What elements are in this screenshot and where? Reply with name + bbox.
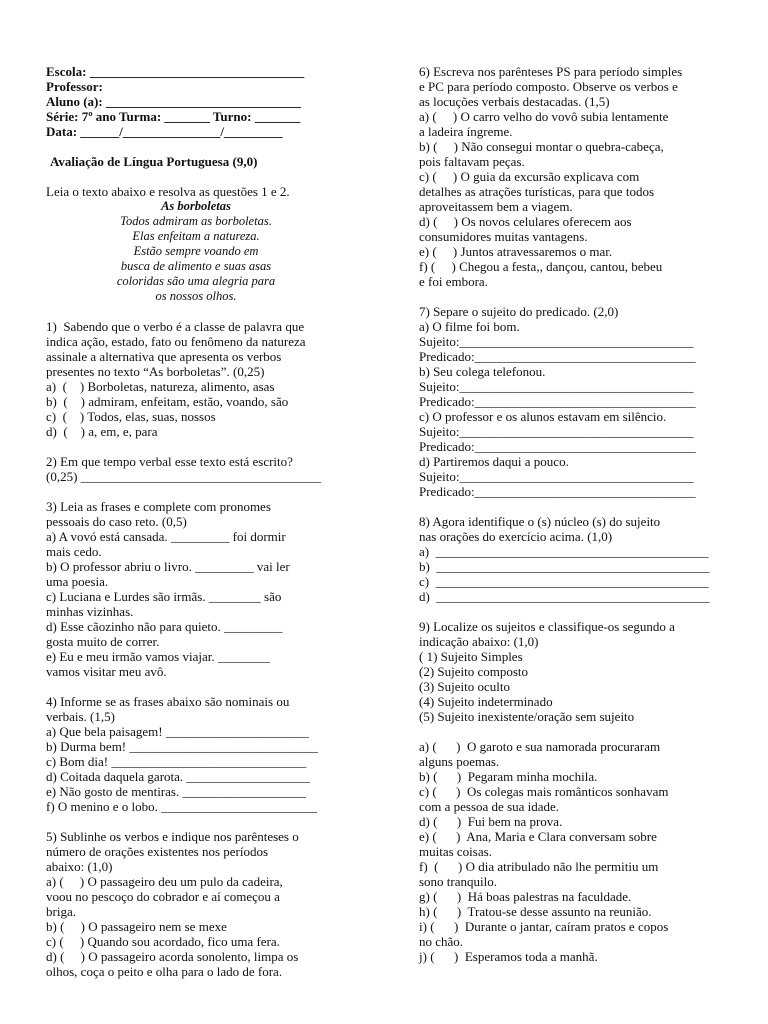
question-9-text: indicação abaixo: (1,0) [419, 634, 539, 649]
question-9-item: sono tranquilo. [419, 874, 497, 889]
question-1-option[interactable]: a) ( ) Borboletas, natureza, alimento, asas [46, 379, 275, 394]
subject-answer-line[interactable]: Sujeito:____________________________________ [419, 424, 694, 439]
question-9-item: alguns poemas. [419, 754, 500, 769]
question-8-text: nas orações do exercício acima. (1,0) [419, 529, 613, 544]
page-title: Avaliação de Língua Portuguesa (9,0) [50, 154, 258, 169]
question-9-text: 9) Localize os sujeitos e classifique-os segundo a [419, 619, 675, 634]
question-6-item[interactable]: b) ( ) Não consegui montar o quebra-cabeça, [419, 139, 664, 154]
question-6-item: a ladeira íngreme. [419, 124, 513, 139]
question-4-item[interactable]: f) O menino e o lobo. ________________________ [46, 799, 318, 814]
question-9-legend-item: (3) Sujeito oculto [419, 679, 510, 694]
question-9-item[interactable]: d) ( ) Fui bem na prova. [419, 814, 563, 829]
intro-text: Leia o texto abaixo e resolva as questões 1 e 2. [46, 184, 290, 199]
question-1-option[interactable]: b) ( ) admiram, enfeitam, estão, voando, são [46, 394, 289, 409]
question-5-item[interactable]: b) ( ) O passageiro nem se mexe [46, 919, 227, 934]
question-3-item[interactable]: a) A vovó está cansada. _________ foi dormir [46, 529, 286, 544]
question-3-text: 3) Leia as frases e complete com pronomes [46, 499, 271, 514]
poem-line: Todos admiram as borboletas. [120, 214, 272, 228]
question-8-text: 8) Agora identifique o (s) núcleo (s) do sujeito [419, 514, 661, 529]
question-9-legend-item: (2) Sujeito composto [419, 664, 529, 679]
question-7-item: c) O professor e os alunos estavam em silêncio. [419, 409, 667, 424]
teacher-field: Professor: [46, 79, 103, 94]
poem-line: busca de alimento e suas asas [120, 259, 272, 273]
question-1-text: indica ação, estado, fato ou fenômeno da natureza [46, 334, 306, 349]
right-column [419, 64, 719, 964]
question-7-item: d) Partiremos daqui a pouco. [419, 454, 569, 469]
question-4-text: 4) Informe se as frases abaixo são nominais ou [46, 694, 290, 709]
question-6-item[interactable]: c) ( ) O guia da excursão explicava com [419, 169, 640, 184]
question-9-legend-item: (5) Sujeito inexistente/oração sem sujeito [419, 709, 635, 724]
question-5-item[interactable]: c) ( ) Quando sou acordado, fico uma fera. [46, 934, 280, 949]
question-4-item[interactable]: d) Coitada daquela garota. ___________________ [46, 769, 310, 784]
subject-answer-line[interactable]: Sujeito:____________________________________ [419, 334, 694, 349]
question-5-item: briga. [46, 904, 76, 919]
question-5-text: 5) Sublinhe os verbos e indique nos parênteses o [46, 829, 299, 844]
question-3-item: minhas vizinhas. [46, 604, 134, 619]
predicate-answer-line[interactable]: Predicado:__________________________________ [419, 484, 696, 499]
question-5-item: voou no pescoço do cobrador e aí começou a [46, 889, 280, 904]
poem-line: coloridas são uma alegria para [116, 274, 276, 288]
question-8-answer-line[interactable]: b) __________________________________________ [419, 559, 710, 574]
question-9-legend-item: (4) Sujeito indeterminado [419, 694, 553, 709]
poem-line: Elas enfeitam a natureza. [132, 229, 260, 243]
question-6-item: detalhes as atrações turísticas, para que todos [419, 184, 654, 199]
predicate-answer-line[interactable]: Predicado:__________________________________ [419, 349, 696, 364]
question-3-item[interactable]: b) O professor abriu o livro. _________ vai ler [46, 559, 290, 574]
question-9-item: muitas coisas. [419, 844, 492, 859]
question-7-title: 7) Separe o sujeito do predicado. (2,0) [419, 304, 619, 319]
question-5-text: número de orações existentes nos períodos [46, 844, 269, 859]
question-9-item: com a pessoa de sua idade. [419, 799, 560, 814]
question-4-item[interactable]: b) Durma bem! _____________________________ [46, 739, 318, 754]
question-2-answer-line[interactable]: (0,25) _____________________________________ [46, 469, 322, 484]
question-9-item[interactable]: f) ( ) O dia atribulado não lhe permitiu um [419, 859, 659, 874]
school-field: Escola: _________________________________ [46, 64, 305, 79]
question-7-item: a) O filme foi bom. [419, 319, 520, 334]
question-6-text: as locuções verbais destacadas. (1,5) [419, 94, 610, 109]
question-6-text: 6) Escreva nos parênteses PS para período simples [419, 64, 683, 79]
question-5-item[interactable]: d) ( ) O passageiro acorda sonolento, limpa os [46, 949, 299, 964]
subject-answer-line[interactable]: Sujeito:____________________________________ [419, 469, 694, 484]
question-6-item[interactable]: f) ( ) Chegou a festa,, dançou, cantou, bebeu [419, 259, 663, 274]
subject-answer-line[interactable]: Sujeito:____________________________________ [419, 379, 694, 394]
question-8-answer-line[interactable]: a) __________________________________________ [419, 544, 709, 559]
question-9-item[interactable]: c) ( ) Os colegas mais românticos sonhavam [419, 784, 669, 799]
question-9-item[interactable]: g) ( ) Há boas palestras na faculdade. [419, 889, 632, 904]
question-9-item[interactable]: a) ( ) O garoto e sua namorada procuraram [419, 739, 661, 754]
student-field: Aluno (a): ______________________________ [46, 94, 301, 109]
question-5-text: abaixo: (1,0) [46, 859, 113, 874]
date-field: Data: ______/_______________/_________ [46, 124, 283, 139]
question-4-text: verbais. (1,5) [46, 709, 115, 724]
question-6-item: consumidores muitas vantagens. [419, 229, 588, 244]
question-8-answer-line[interactable]: d) __________________________________________ [419, 589, 710, 604]
question-3-item[interactable]: c) Luciana e Lurdes são irmãs. ________ são [46, 589, 282, 604]
question-9-item[interactable]: e) ( ) Ana, Maria e Clara conversam sobre [419, 829, 657, 844]
question-9-item[interactable]: b) ( ) Pegaram minha mochila. [419, 769, 598, 784]
question-3-item: uma poesia. [46, 574, 109, 589]
question-6-item: e foi embora. [419, 274, 488, 289]
question-5-item: olhos, coça o peito e olha para o lado de fora. [46, 964, 283, 979]
question-6-item[interactable]: e) ( ) Juntos atravessaremos o mar. [419, 244, 613, 259]
predicate-answer-line[interactable]: Predicado:__________________________________ [419, 439, 696, 454]
question-3-item: vamos visitar meu avô. [46, 664, 167, 679]
question-6-item: aproveitassem bem a viagem. [419, 199, 573, 214]
question-3-text: pessoais do caso reto. (0,5) [46, 514, 187, 529]
question-1-text: presentes no texto “As borboletas”. (0,25) [46, 364, 265, 379]
question-4-item[interactable]: a) Que bela paisagem! ______________________ [46, 724, 309, 739]
question-4-item[interactable]: c) Bom dia! ______________________________ [46, 754, 307, 769]
poem-title: As borboletas [161, 199, 231, 213]
question-9-item[interactable]: j) ( ) Esperamos toda a manhã. [419, 949, 598, 964]
poem-line: Estão sempre voando em [133, 244, 259, 258]
question-6-text: e PC para período composto. Observe os verbos e [419, 79, 678, 94]
question-3-item: gosta muito de correr. [46, 634, 160, 649]
question-1-text: 1) Sabendo que o verbo é a classe de palavra que [46, 319, 305, 334]
predicate-answer-line[interactable]: Predicado:__________________________________ [419, 394, 696, 409]
question-6-item[interactable]: d) ( ) Os novos celulares oferecem aos [419, 214, 632, 229]
grade-field: Série: 7º ano Turma: _______ Turno: _______ [46, 109, 301, 124]
question-1-option[interactable]: d) ( ) a, em, e, para [46, 424, 158, 439]
question-6-item[interactable]: a) ( ) O carro velho do vovô subia lentamente [419, 109, 669, 124]
left-column [46, 64, 346, 979]
question-3-item: mais cedo. [46, 544, 102, 559]
question-4-item[interactable]: e) Não gosto de mentiras. ___________________ [46, 784, 306, 799]
question-6-item: pois faltavam peças. [419, 154, 525, 169]
question-3-item[interactable]: e) Eu e meu irmão vamos viajar. ________ [46, 649, 270, 664]
question-7-item: b) Seu colega telefonou. [419, 364, 546, 379]
question-2-text: 2) Em que tempo verbal esse texto está escrito? [46, 454, 293, 469]
question-8-answer-line[interactable]: c) __________________________________________ [419, 574, 709, 589]
question-9-legend-item: ( 1) Sujeito Simples [419, 649, 523, 664]
poem-line: os nossos olhos. [155, 289, 237, 303]
question-1-option[interactable]: c) ( ) Todos, elas, suas, nossos [46, 409, 216, 424]
question-9-item: no chão. [419, 934, 464, 949]
question-9-item[interactable]: h) ( ) Tratou-se desse assunto na reunião. [419, 904, 652, 919]
question-9-item[interactable]: i) ( ) Durante o jantar, caíram pratos e copos [419, 919, 669, 934]
question-1-text: assinale a alternativa que apresenta os verbos [46, 349, 282, 364]
question-3-item[interactable]: d) Esse cãozinho não para quieto. _________ [46, 619, 283, 634]
question-5-item[interactable]: a) ( ) O passageiro deu um pulo da cadeira, [46, 874, 283, 889]
